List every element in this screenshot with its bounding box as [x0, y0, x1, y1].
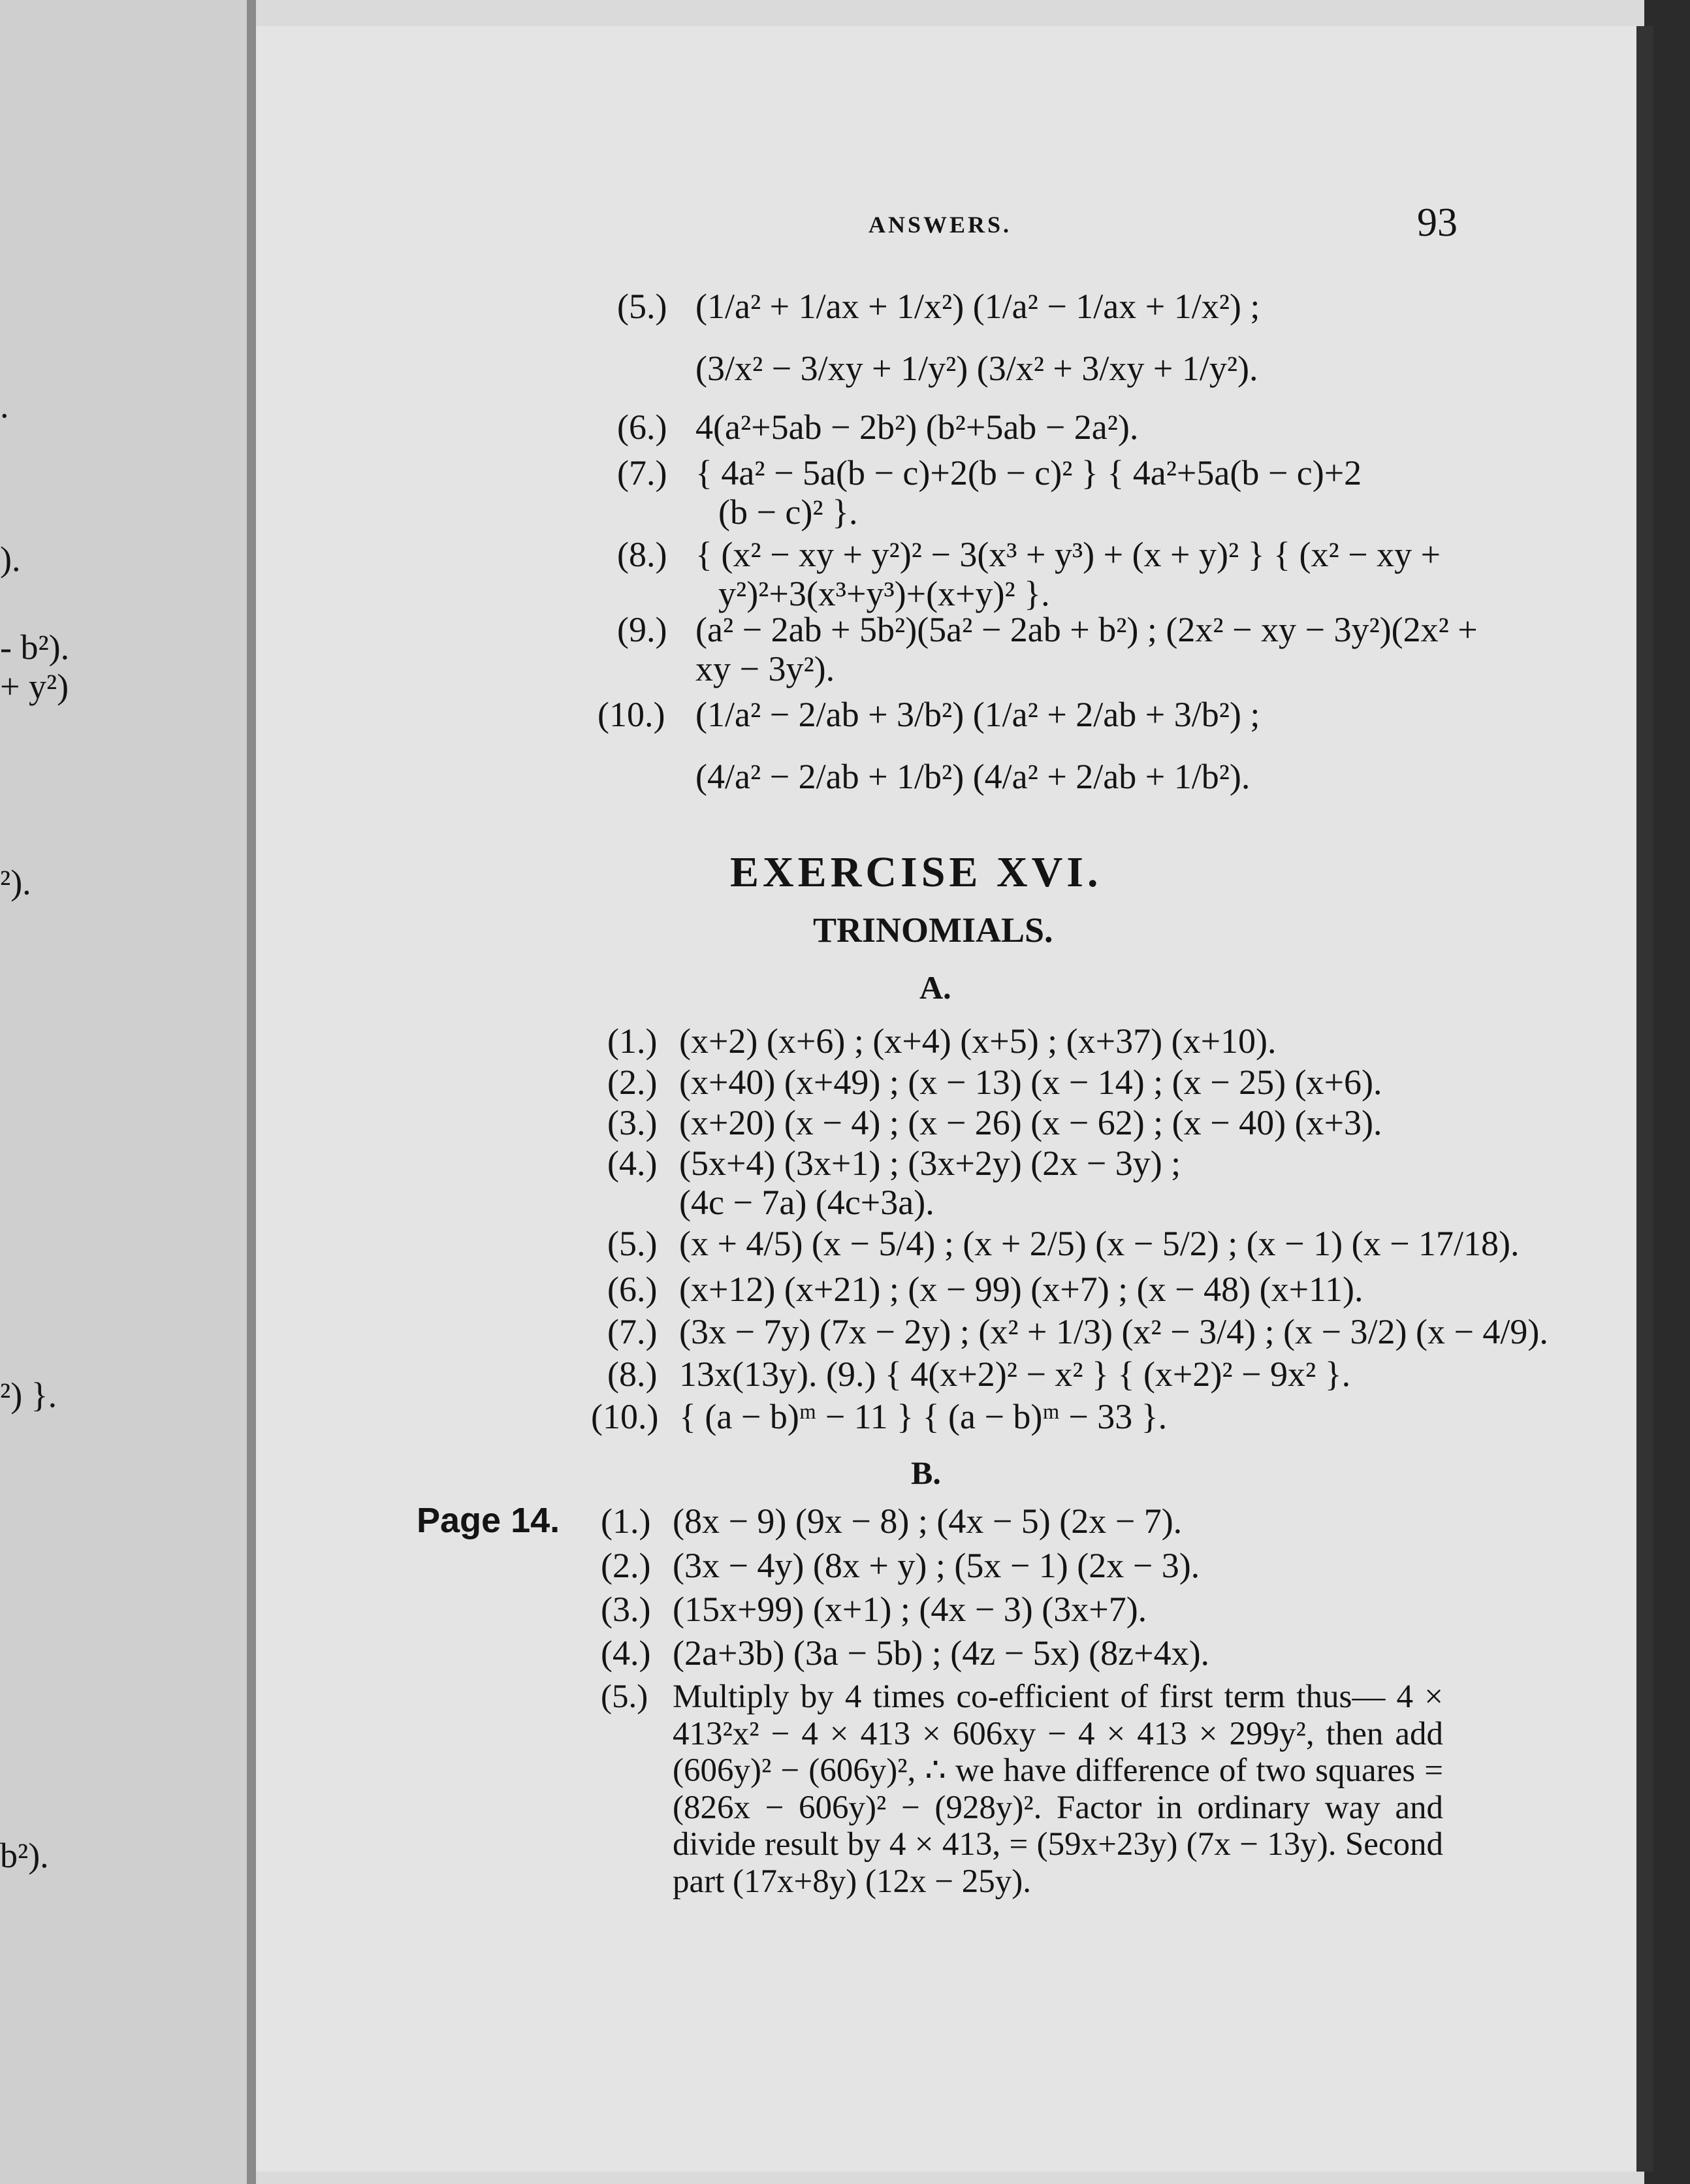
- page-reference: Page 14.: [417, 1501, 560, 1540]
- answer-number: (6.): [607, 1270, 658, 1309]
- answer-number: (2.): [601, 1546, 651, 1585]
- answer-text: { (a − b)ᵐ − 11 } { (a − b)ᵐ − 33 }.: [679, 1397, 1168, 1436]
- answer-text: (8x − 9) (9x − 8) ; (4x − 5) (2x − 7).: [673, 1502, 1183, 1541]
- answer-text: (x + 4/5) (x − 5/4) ; (x + 2/5) (x − 5/2) ; (x − 1) (x − 17/18).: [679, 1224, 1520, 1263]
- answer-text: (15x+99) (x+1) ; (4x − 3) (3x+7).: [673, 1590, 1147, 1629]
- answer-text: (x+20) (x − 4) ; (x − 26) (x − 62) ; (x − 40) (x+3).: [679, 1103, 1382, 1142]
- answer-line: xy − 3y²).: [695, 649, 835, 688]
- answer-line: (4/a² − 2/ab + 1/b²) (4/a² + 2/ab + 1/b²).: [695, 757, 1251, 796]
- answer-text: (x+12) (x+21) ; (x − 99) (x+7) ; (x − 48) (x+11).: [679, 1270, 1363, 1309]
- answer-line: [601, 1634, 1209, 1673]
- left-page-fragment: b²).: [0, 1836, 49, 1875]
- answer-number: (1.): [601, 1502, 651, 1541]
- answer-number: (8.): [617, 535, 667, 574]
- answer-line: (b − c)² }.: [718, 492, 858, 532]
- answer-number: (5.): [601, 1678, 648, 1715]
- answer-line: [598, 696, 1260, 734]
- answer-text: (3x − 4y) (8x + y) ; (5x − 1) (2x − 3).: [673, 1546, 1200, 1585]
- running-header: ANSWERS.: [869, 212, 1012, 238]
- answer-text: (5x+4) (3x+1) ; (3x+2y) (2x − 3y) ;: [679, 1144, 1181, 1183]
- answer-line: [617, 408, 1138, 447]
- answer-line: [607, 1144, 1181, 1183]
- answer-number: (3.): [607, 1103, 658, 1142]
- answer-number: (9.): [617, 610, 667, 649]
- answer-text: { (x² − xy + y²)² − 3(x³ + y³) + (x + y)² } { (x² − xy +: [695, 535, 1441, 574]
- answer-text: (1/a² + 1/ax + 1/x²) (1/a² − 1/ax + 1/x²) ;: [695, 287, 1260, 326]
- answer-line: [601, 1502, 1182, 1541]
- left-page-fragment: ²).: [0, 863, 31, 902]
- answer-number: (1.): [607, 1021, 658, 1061]
- answer-number: (7.): [607, 1312, 658, 1351]
- answer-number: (5.): [607, 1224, 658, 1263]
- answer-text: { 4a² − 5a(b − c)+2(b − c)² } { 4a²+5a(b − c)+2: [695, 453, 1362, 492]
- answer-number: (5.): [617, 287, 667, 326]
- exercise-subtitle: TRINOMIALS.: [813, 910, 1053, 950]
- answer-number: (10.): [598, 695, 665, 734]
- answer-text: Multiply by 4 times co-efficient of first term thus— 4 × 413²x² − 4 × 413 × 606xy − 4 × 413 × 299y², then add (606y)² − (606y)², ∴ we have difference of two squares = (826x − 606y)² − (928y)². Factor in ordinary way and divide result by 4 × 413, = (59x+23y) (7x − 13y). Second part (17x+8y) (12x − 25y).: [673, 1678, 1443, 1901]
- left-page-fragment: + y²): [0, 667, 69, 706]
- answer-line: y²)²+3(x³+y³)+(x+y)² }.: [718, 574, 1050, 613]
- book-spine: [247, 0, 256, 2184]
- answer-number: (2.): [607, 1063, 658, 1102]
- answer-line: [607, 1225, 1520, 1263]
- left-facing-page: [0, 0, 251, 2184]
- answer-text: (x+40) (x+49) ; (x − 13) (x − 14) ; (x − 25) (x+6).: [679, 1063, 1382, 1102]
- answer-text: (2a+3b) (3a − 5b) ; (4z − 5x) (8z+4x).: [673, 1633, 1210, 1673]
- left-page-fragment: ²) }.: [0, 1375, 57, 1415]
- answer-text: (1/a² − 2/ab + 3/b²) (1/a² + 2/ab + 3/b²) ;: [695, 695, 1260, 734]
- answer-text: (a² − 2ab + 5b²)(5a² − 2ab + b²) ; (2x² − xy − 3y²)(2x² +: [695, 610, 1478, 649]
- answer-line: [617, 536, 1441, 574]
- answer-line: (4c − 7a) (4c+3a).: [679, 1183, 934, 1222]
- answer-line: (3/x² − 3/xy + 1/y²) (3/x² + 3/xy + 1/y²).: [695, 349, 1258, 388]
- answer-line: [607, 1313, 1548, 1351]
- answer-number: (8.): [607, 1355, 658, 1394]
- answer-line: [601, 1547, 1200, 1585]
- answer-line: [607, 1022, 1277, 1061]
- answer-line: [607, 1063, 1382, 1102]
- answer-text: 13x(13y). (9.) { 4(x+2)² − x² } { (x+2)² − 9x² }.: [679, 1355, 1351, 1394]
- answer-text: (x+2) (x+6) ; (x+4) (x+5) ; (x+37) (x+10).: [679, 1021, 1277, 1061]
- answer-number: (3.): [601, 1590, 651, 1629]
- answer-number: (10.): [591, 1397, 659, 1436]
- answer-number: (4.): [607, 1144, 658, 1183]
- answer-line: [601, 1590, 1147, 1629]
- answer-number: (7.): [617, 453, 667, 492]
- exercise-title: EXERCISE XVI.: [730, 848, 1102, 896]
- answer-line: [591, 1398, 1167, 1436]
- answer-line: [617, 287, 1260, 326]
- section-b-label: B.: [911, 1454, 941, 1491]
- section-a-label: A.: [919, 969, 951, 1006]
- answer-text: (3x − 7y) (7x − 2y) ; (x² + 1/3) (x² − 3/4) ; (x − 3/2) (x − 4/9).: [679, 1312, 1548, 1351]
- left-page-fragment: .: [0, 386, 9, 425]
- answer-line: [617, 611, 1478, 649]
- answer-line: [607, 1270, 1363, 1309]
- answer-number: (4.): [601, 1633, 651, 1673]
- answer-number: (6.): [617, 408, 667, 447]
- answer-paragraph: [601, 1678, 1443, 1901]
- answer-text: 4(a²+5ab − 2b²) (b²+5ab − 2a²).: [695, 408, 1139, 447]
- page-number: 93: [1417, 201, 1458, 245]
- answer-line: [607, 1355, 1350, 1394]
- answer-line: [617, 454, 1362, 492]
- left-page-fragment: ).: [0, 539, 21, 579]
- answer-line: [607, 1104, 1382, 1142]
- left-page-fragment: - b²).: [0, 628, 70, 667]
